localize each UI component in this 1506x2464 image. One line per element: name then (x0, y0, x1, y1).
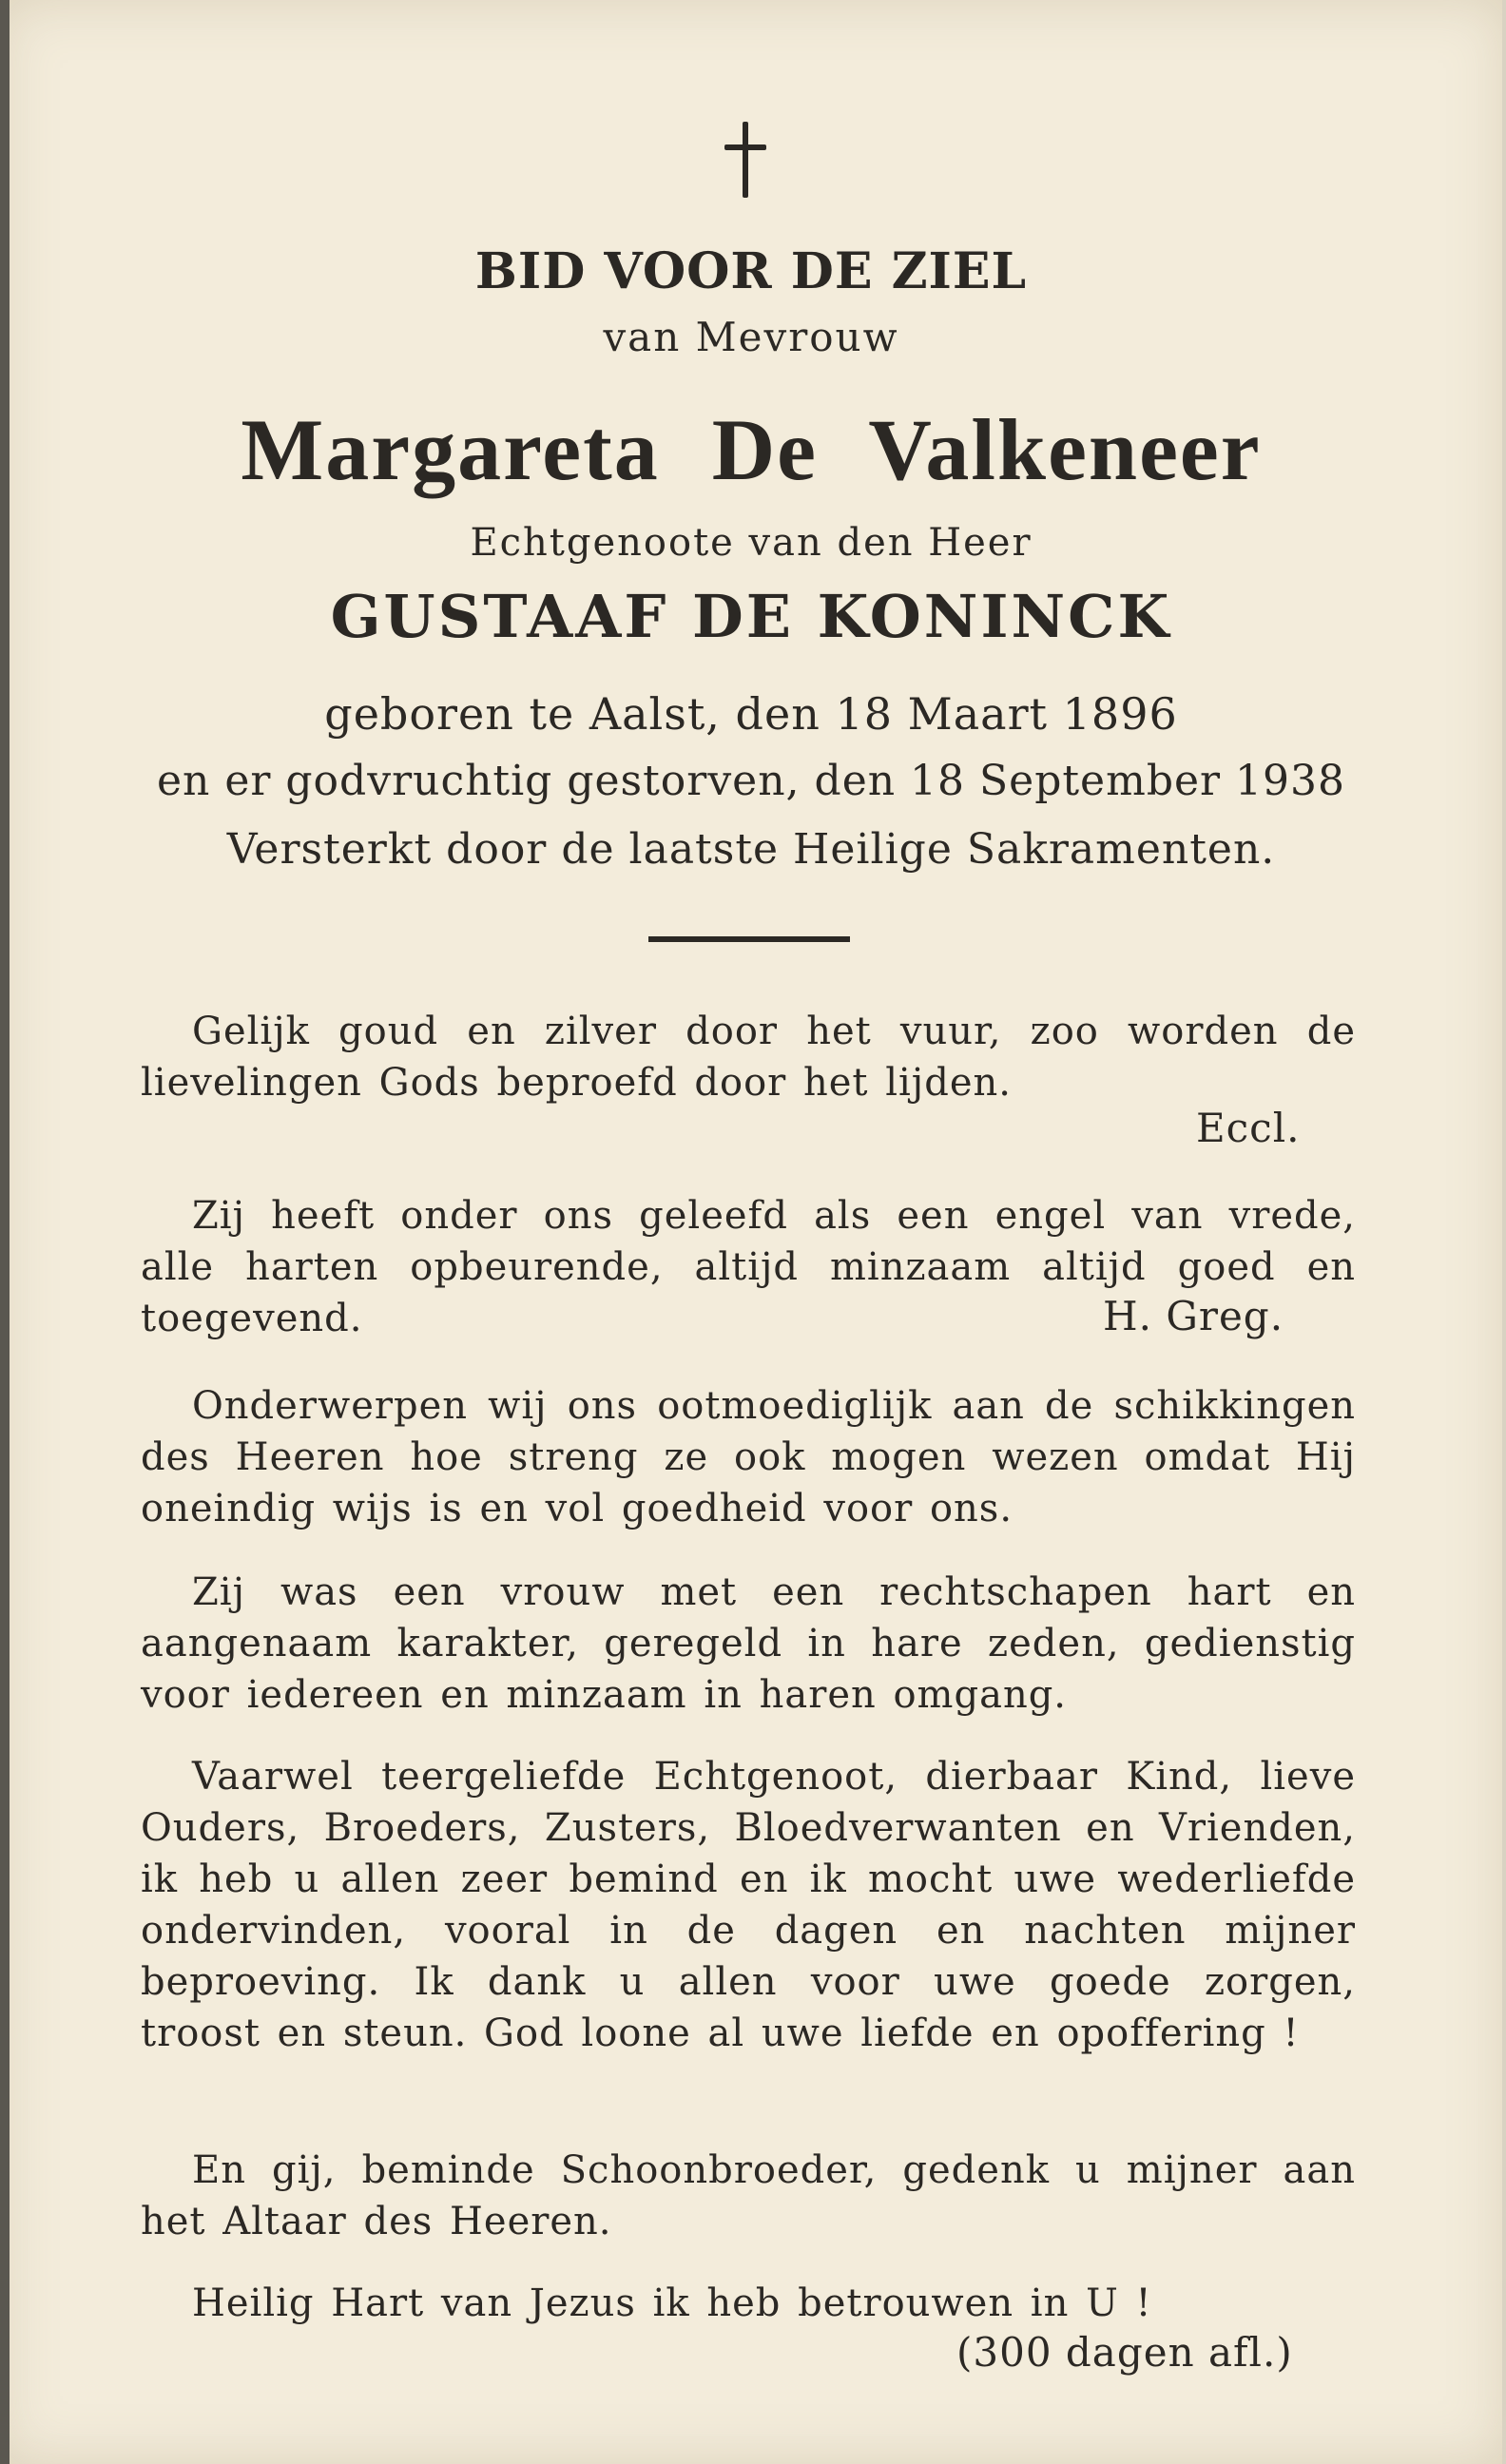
closing-prayer: Heilig Hart van Jezus ik heb betrouwen in U ! (192, 2281, 1152, 2325)
farewell-paragraph: Vaarwel teergeliefde Echtgenoot, dierbaar Kind, lieve Ouders, Broeders, Zusters, Bloedverwanten en Vrienden, ik heb u allen zeer bemind en ik mocht uwe wederliefde ondervinden, vooral in de dagen en nachten mijner beproeving. Ik dank u allen voor uwe goede zorgen, troost en steun. God loone al uwe liefde en opoffering ! (141, 1755, 1356, 2055)
verse-paragraph: Zij heeft onder ons geleefd als een engel van vrede, alle harten opbeurende, altijd minzaam altijd goed en toegevend. (141, 1194, 1356, 1340)
title-subline: van Mevrouw (603, 314, 899, 360)
spouse-label: Echtgenoote van den Heer (470, 521, 1033, 565)
verse-paragraph: Zij was een vrouw met een rechtschapen hart en aangenaam karakter, geregeld in hare zeden, gedienstig voor iedereen en minzaam in haren omgang. (141, 1570, 1356, 1717)
verse-attribution: Eccl. (1196, 1105, 1301, 1151)
card-right-edge (1502, 0, 1506, 2464)
verse-paragraph: Onderwerpen wij ons ootmoediglijk aan de schikkingen des Heeren hoe streng ze ook mogen wezen omdat Hij oneindig wijs is en vol goedheid voor ons. (141, 1384, 1356, 1530)
deceased-name: Margareta De Valkeneer (241, 401, 1262, 498)
indulgence-note: (300 dagen afl.) (956, 2329, 1293, 2376)
prayer-title: BID VOOR DE ZIEL (474, 242, 1028, 300)
verse-paragraph: Gelijk goud en zilver door het vuur, zoo worden de lievelingen Gods beproefd door het lijden. (141, 1010, 1356, 1105)
spouse-name: GUSTAAF DE KONINCK (330, 582, 1172, 651)
divider-rule (648, 936, 850, 942)
verse-paragraph: En gij, beminde Schoonbroeder, gedenk u mijner aan het Altaar des Heeren. (141, 2148, 1356, 2243)
cross-icon (724, 122, 766, 198)
verse-attribution: H. Greg. (1103, 1293, 1284, 1339)
birth-line: geboren te Aalst, den 18 Maart 1896 (324, 688, 1178, 740)
death-line: en er godvruchtig gestorven, den 18 September 1938 (156, 757, 1346, 805)
card-left-edge (0, 0, 10, 2464)
sacraments-line: Versterkt door de laatste Heilige Sakramenten. (226, 825, 1276, 874)
